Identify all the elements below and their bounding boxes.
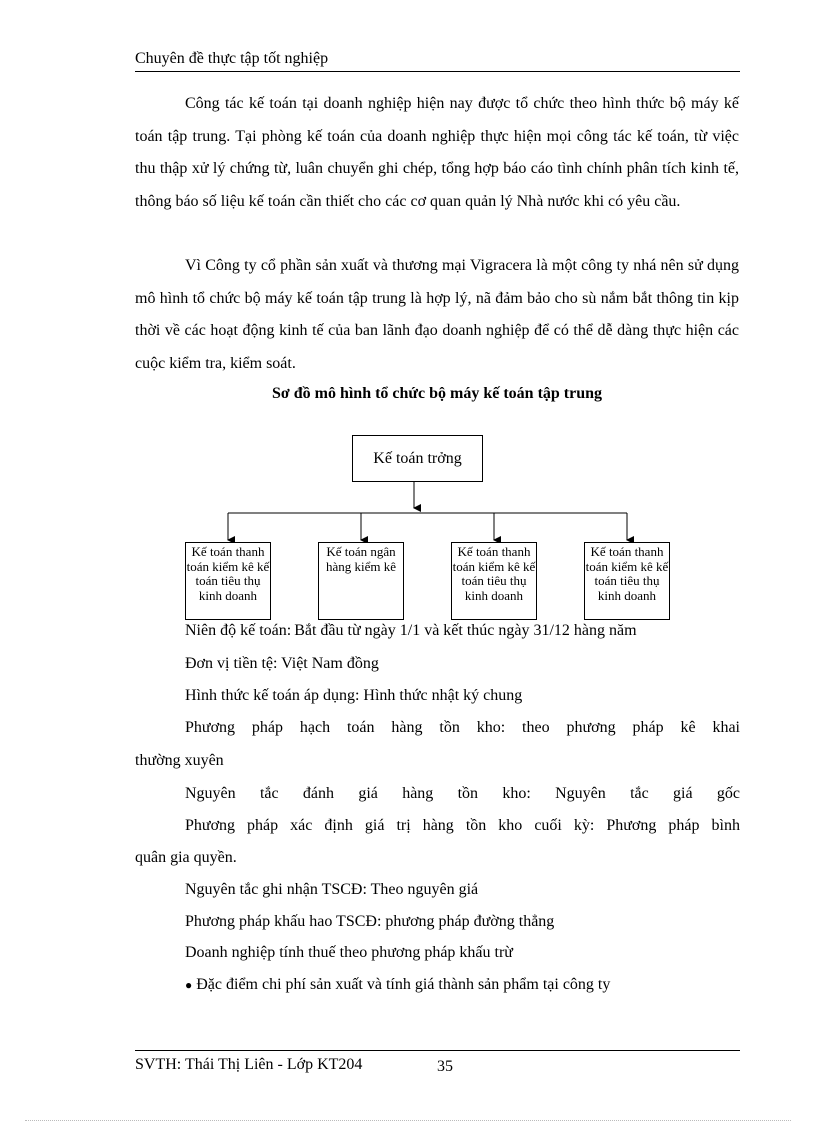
page-number: 35 <box>437 1058 453 1075</box>
paragraph-rest: nhá nên sử dụng mô hình tổ chức bộ máy kế toán tập trung là hợp lý, nã đảm bảo cho sù nắm bắt thông tin kịp thời về các hoạt động kinh tế của ban lãnh đạo doanh nghiệp để có thể dễ dàng thực hiện các cuộc kiểm tra, kiểm soát. <box>135 257 739 372</box>
diagram-title: Sơ đồ mô hình tổ chức bộ máy kế toán tập trung <box>271 385 603 402</box>
policy-fixed-asset: Nguyên tắc ghi nhận TSCĐ: Theo nguyên giá <box>185 881 479 898</box>
footer-rule <box>135 1050 740 1051</box>
policy-inventory-method-cont: thường xuyên <box>135 752 224 769</box>
policy-form: Hình thức kế toán áp dụng: Hình thức nhật ký chung <box>185 687 523 704</box>
sub-accountant-box-3: Kế toán thanh toán kiểm kê kế toán tiêu thụ kinh doanh <box>451 542 537 620</box>
sub-accountant-box-4: Kế toán thanh toán kiểm kê kế toán tiêu thụ kinh doanh <box>584 542 670 620</box>
page-edge-dotted-line <box>25 1120 791 1121</box>
policy-ending-value-cont: quân gia quyền. <box>135 849 237 866</box>
bullet-item <box>185 975 610 995</box>
paragraph-line-1: Công tác kế toán tại doanh nghiệp hiện nay được tổ chức theo hình thức <box>185 95 665 112</box>
policy-inventory-method: Phương pháp hạch toán hàng tồn kho: theo phương pháp kê khai <box>185 719 740 736</box>
fiscal-rest: Bắt đầu từ ngày 1/1 và kết thúc ngày 31/12 hàng năm <box>294 622 637 639</box>
policy-depreciation: Phương pháp khấu hao TSCĐ: phương pháp đường thẳng <box>185 913 555 930</box>
chief-accountant-box: Kế toán trởng <box>352 435 483 482</box>
paragraph-line-1: Vì Công ty cổ phần sản xuất và thương mại Vigracera là một công ty <box>185 257 629 274</box>
fiscal-label: Niên độ kế toán: <box>185 622 292 639</box>
sub-accountant-box-2: Kế toán ngân hàng kiểm kê <box>318 542 404 620</box>
policy-tax: Doanh nghiệp tính thuế theo phương pháp khấu trừ <box>185 944 513 961</box>
sub-accountant-box-1: Kế toán thanh toán kiểm kê kế toán tiêu thụ kinh doanh <box>185 542 271 620</box>
policy-ending-value: Phương pháp xác định giá trị hàng tồn kho cuối kỳ: Phương pháp bình <box>185 817 740 834</box>
fiscal-year-line <box>185 620 637 642</box>
bullet-dot-icon: ● <box>185 978 193 992</box>
page-header-title: Chuyên đề thực tập tốt nghiệp <box>135 50 329 67</box>
footer-author: SVTH: Thái Thị Liên - Lớp KT204 <box>135 1056 363 1073</box>
policy-valuation: Nguyên tắc đánh giá hàng tồn kho: Nguyên tắc giá gốc <box>185 785 740 802</box>
paragraph-rest: bộ máy kế toán tập trung. Tại phòng kế toán của doanh nghiệp thực hiện mọi công tác kế toán, từ việc thu thập xử lý chứng từ, luân chuyển ghi chép, tổng hợp báo cáo tình chính phân tích kinh tế, thông báo số liệu kế toán cần thiết cho các cơ quan quản lý Nhà nước khi có yêu cầu. <box>135 95 739 210</box>
policy-currency: Đơn vị tiền tệ: Việt Nam đồng <box>185 655 379 672</box>
bullet-text: Đặc điểm chi phí sản xuất và tính giá thành sản phẩm tại công ty <box>196 976 611 993</box>
